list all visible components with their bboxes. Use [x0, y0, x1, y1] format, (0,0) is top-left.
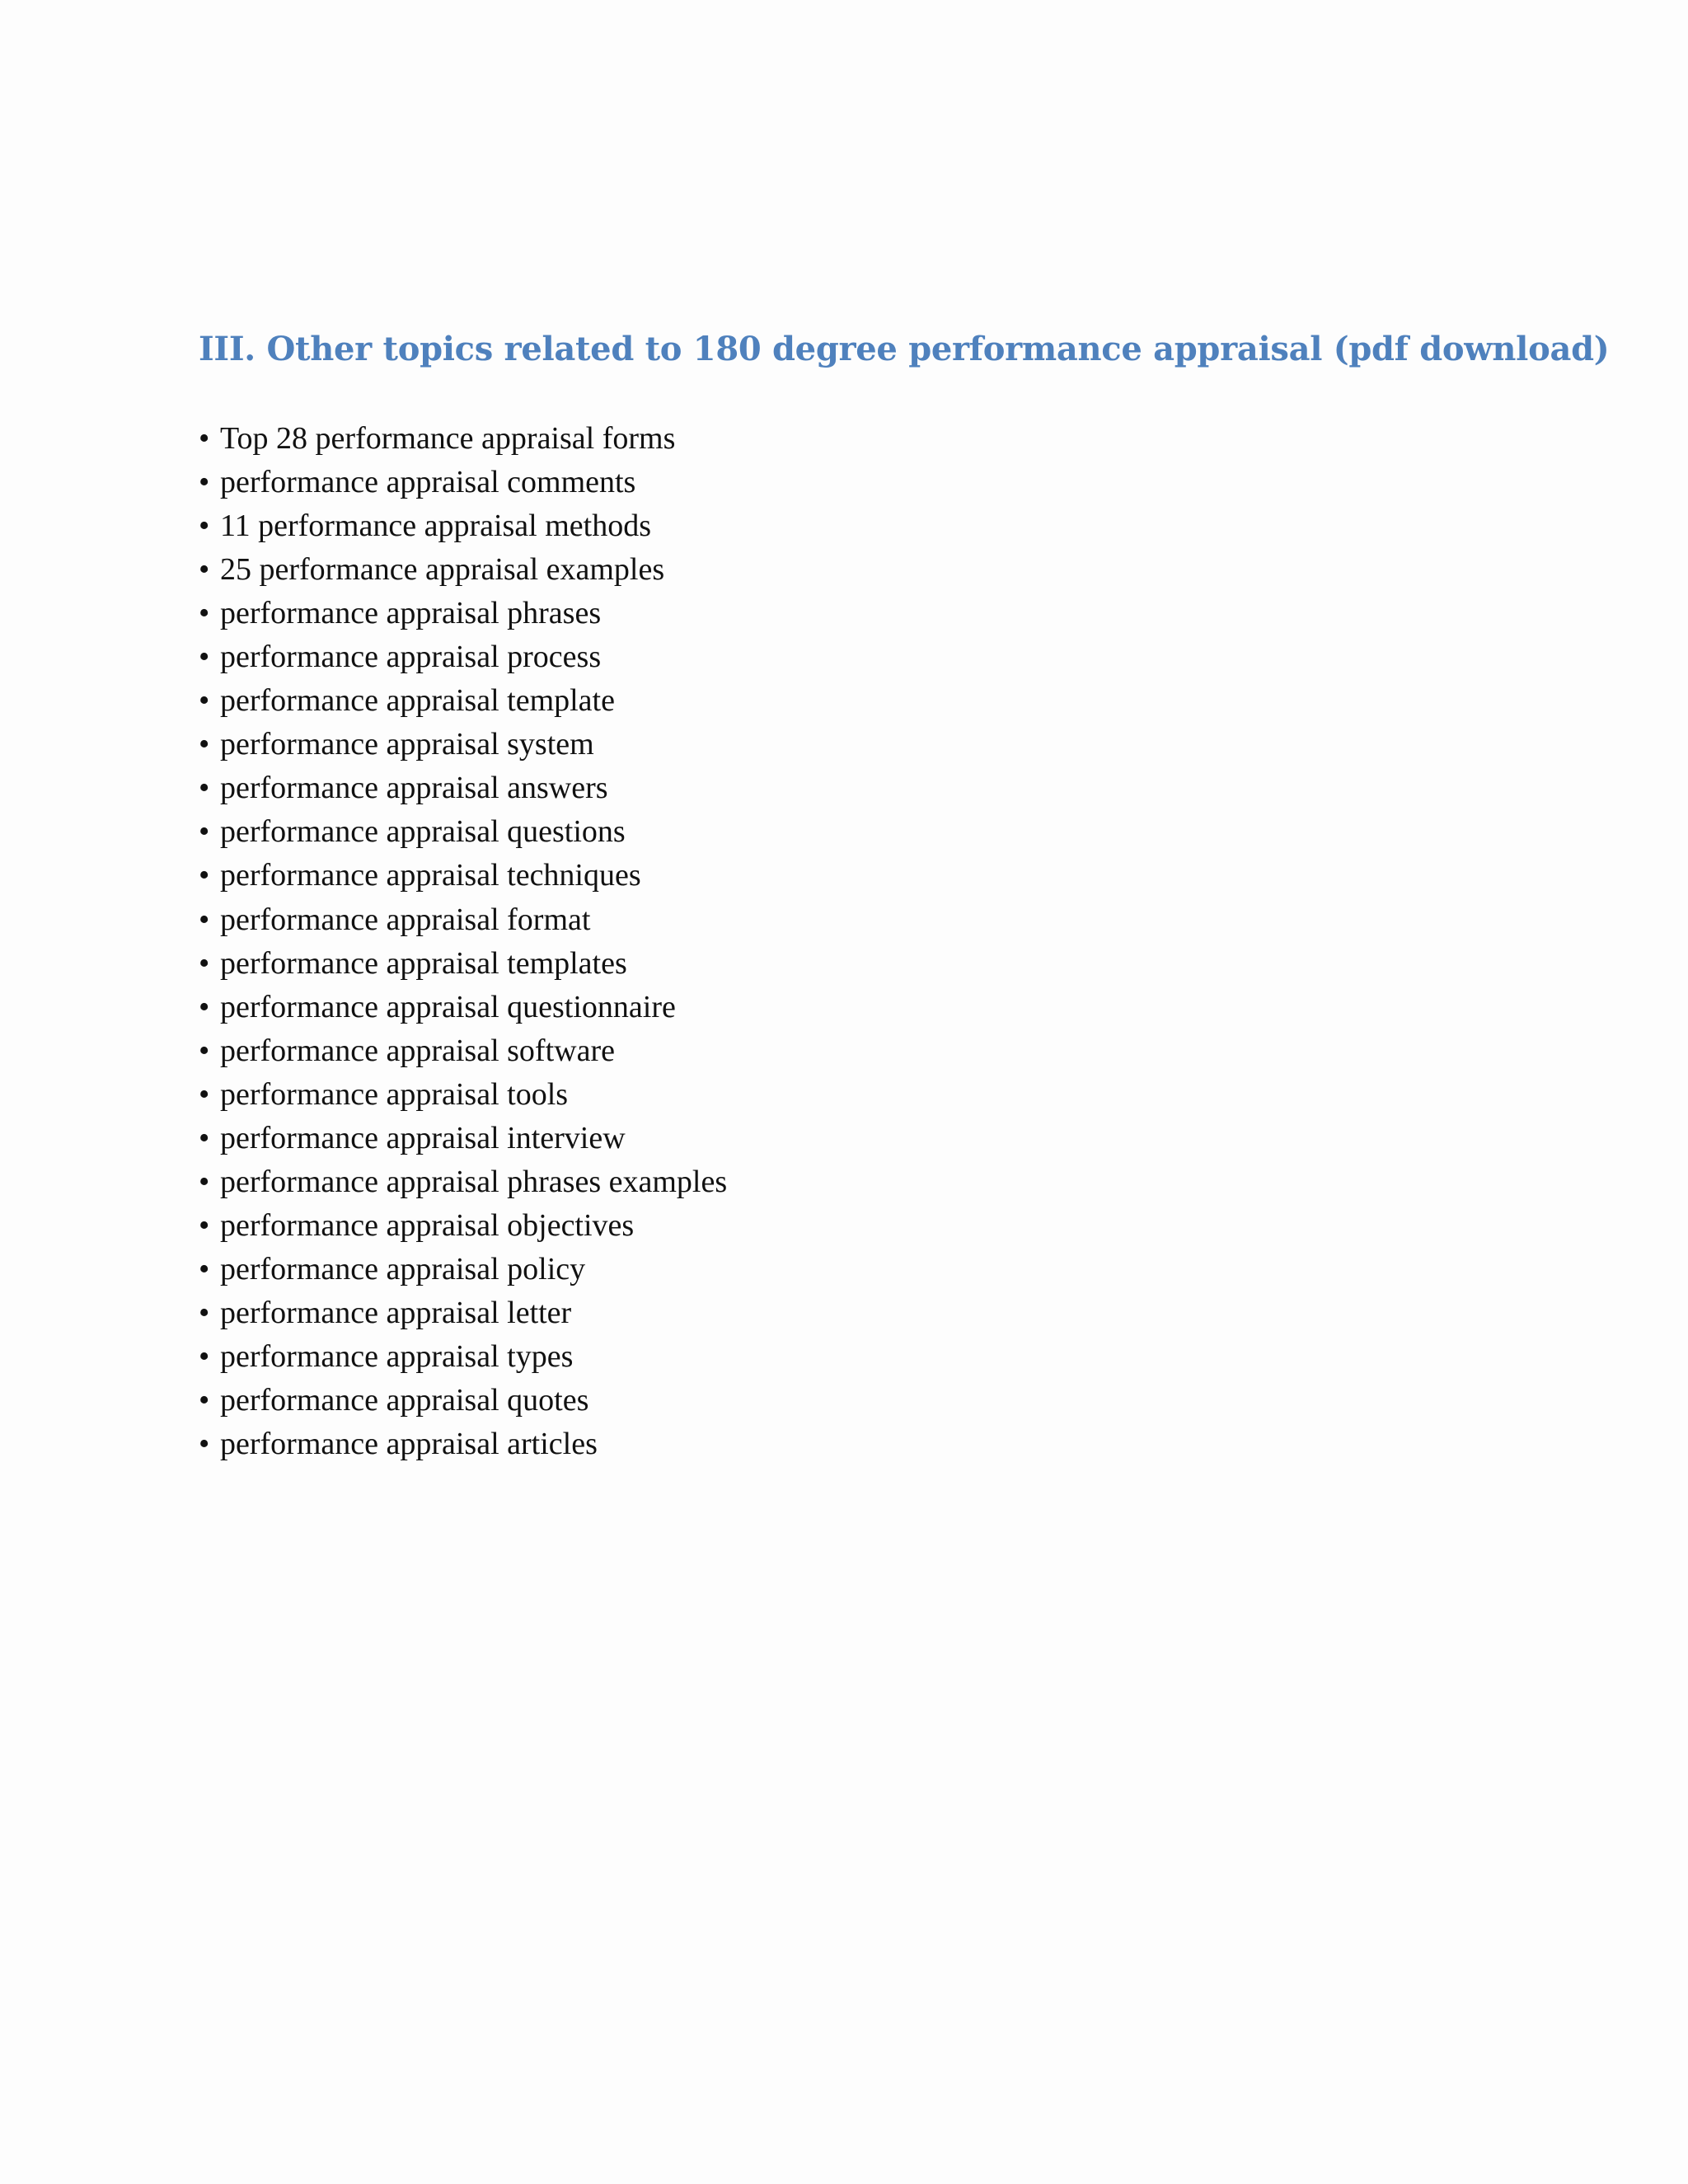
- topic-item: [199, 942, 727, 986]
- topic-text: performance appraisal questions: [220, 814, 626, 850]
- topic-text: performance appraisal system: [220, 727, 594, 762]
- topic-text: performance appraisal phrases examples: [220, 1164, 728, 1199]
- topic-text: performance appraisal interview: [220, 1120, 626, 1155]
- topic-item: [199, 548, 727, 592]
- bullet-icon: •: [199, 989, 210, 1024]
- bullet-icon: •: [199, 1120, 210, 1155]
- topic-text: performance appraisal articles: [220, 1427, 598, 1462]
- topic-item: [199, 1073, 727, 1117]
- topic-text: performance appraisal process: [220, 640, 602, 675]
- topic-item: [199, 766, 727, 810]
- bullet-icon: •: [199, 1338, 210, 1374]
- topic-text: performance appraisal format: [220, 902, 591, 937]
- bullet-icon: •: [199, 1383, 210, 1418]
- topic-item: [199, 723, 727, 766]
- bullet-icon: •: [199, 1295, 210, 1330]
- topic-item: [199, 1029, 727, 1073]
- bullet-icon: •: [199, 814, 210, 850]
- bullet-icon: •: [199, 727, 210, 762]
- topic-item: [199, 1379, 727, 1422]
- bullet-icon: •: [199, 945, 210, 981]
- topic-item: [199, 504, 727, 548]
- bullet-icon: •: [199, 1033, 210, 1068]
- bullet-icon: •: [199, 771, 210, 806]
- topic-item: [199, 635, 727, 679]
- topic-item: [199, 1335, 727, 1379]
- bullet-icon: •: [199, 1207, 210, 1243]
- bullet-icon: •: [199, 640, 210, 675]
- topic-text: 25 performance appraisal examples: [220, 552, 665, 588]
- topic-item: [199, 1248, 727, 1291]
- bullet-icon: •: [199, 596, 210, 631]
- bullet-icon: •: [199, 1427, 210, 1462]
- topic-list: [199, 417, 727, 1466]
- bullet-icon: •: [199, 1164, 210, 1199]
- bullet-icon: •: [199, 683, 210, 719]
- topic-text: performance appraisal quotes: [220, 1383, 589, 1418]
- topic-item: [199, 679, 727, 723]
- topic-text: performance appraisal policy: [220, 1251, 586, 1286]
- topic-text: performance appraisal objectives: [220, 1207, 635, 1243]
- topic-text: 11 performance appraisal methods: [220, 509, 652, 544]
- section-heading: III. Other topics related to 180 degree performance appraisal (pdf download): [199, 330, 1610, 368]
- topic-text: Top 28 performance appraisal forms: [220, 421, 676, 456]
- topic-text: performance appraisal comments: [220, 465, 636, 500]
- topic-text: performance appraisal tools: [220, 1076, 569, 1112]
- topic-item: [199, 417, 727, 461]
- bullet-icon: •: [199, 1251, 210, 1286]
- bullet-icon: •: [199, 465, 210, 500]
- topic-item: [199, 1160, 727, 1204]
- topic-item: [199, 898, 727, 942]
- topic-item: [199, 1291, 727, 1335]
- topic-text: performance appraisal questionnaire: [220, 989, 676, 1024]
- topic-item: [199, 461, 727, 504]
- topic-item: [199, 592, 727, 635]
- topic-item: [199, 1117, 727, 1160]
- topic-text: performance appraisal phrases: [220, 596, 602, 631]
- topic-text: performance appraisal letter: [220, 1295, 572, 1330]
- topic-item: [199, 1204, 727, 1248]
- topic-item: [199, 1422, 727, 1466]
- topic-text: performance appraisal templates: [220, 945, 627, 981]
- topic-item: [199, 986, 727, 1029]
- topic-item: [199, 810, 727, 854]
- topic-text: performance appraisal template: [220, 683, 615, 719]
- bullet-icon: •: [199, 1076, 210, 1112]
- bullet-icon: •: [199, 509, 210, 544]
- topic-text: performance appraisal techniques: [220, 858, 641, 893]
- bullet-icon: •: [199, 552, 210, 588]
- topic-text: performance appraisal software: [220, 1033, 615, 1068]
- bullet-icon: •: [199, 902, 210, 937]
- bullet-icon: •: [199, 421, 210, 456]
- topic-text: performance appraisal answers: [220, 771, 608, 806]
- bullet-icon: •: [199, 858, 210, 893]
- topic-text: performance appraisal types: [220, 1338, 574, 1374]
- topic-item: [199, 854, 727, 898]
